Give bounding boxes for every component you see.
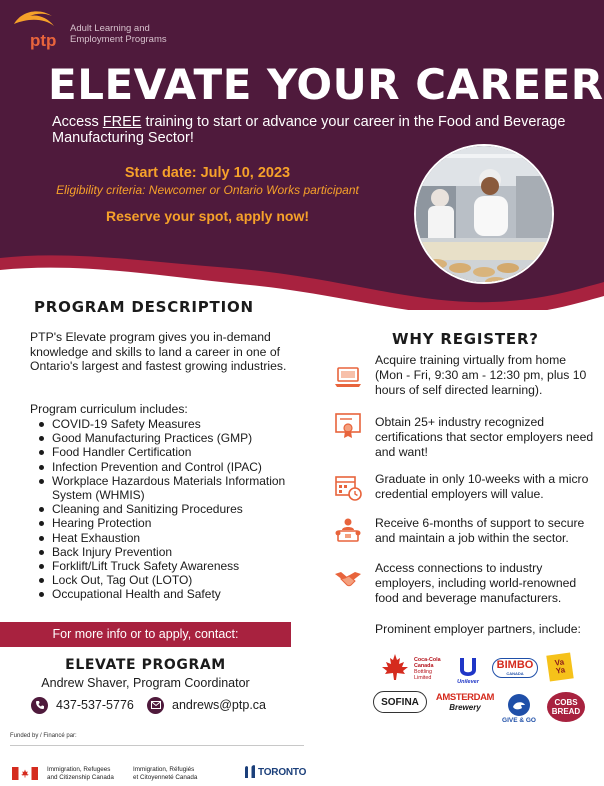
coca-cola-logo: Coca-Cola Canada Bottling Limited xyxy=(414,657,441,681)
curriculum-item: Lock Out, Tag Out (LOTO) xyxy=(36,573,296,587)
canada-flag-icon xyxy=(12,767,38,780)
free-emphasis: FREE xyxy=(102,114,142,130)
handshake-icon xyxy=(333,564,363,594)
cobs-bread-logo: COBS BREAD xyxy=(547,692,585,722)
funders-divider xyxy=(10,745,304,746)
coordinator-name: Andrew Shaver, Program Coordinator xyxy=(41,676,250,690)
ircc-french: Immigration, Réfugiés et Citoyenneté Canada xyxy=(133,766,198,781)
program-description: PTP's Elevate program gives you in-demand knowledge and skills to land a career in one of Ontario's largest and fastest growing industries. xyxy=(30,330,287,373)
curriculum-item: Cleaning and Sanitizing Procedures xyxy=(36,502,296,516)
bimbo-logo: BIMBO CANADA xyxy=(492,658,538,678)
curriculum-item: Forklift/Lift Truck Safety Awareness xyxy=(36,559,296,573)
curriculum-item: Infection Prevention and Control (IPAC) xyxy=(36,460,296,474)
why-register-heading: WHY REGISTER? xyxy=(392,330,539,348)
funded-by-label: Funded by / Financé par: xyxy=(10,733,77,739)
email-address[interactable]: andrews@ptp.ca xyxy=(172,698,266,712)
unilever-logo: Unilever xyxy=(452,654,484,688)
program-name: ELEVATE PROGRAM xyxy=(65,657,226,673)
support-team-icon xyxy=(333,516,363,546)
ircc-english: Immigration, Refugees and Citizenship Canada xyxy=(47,766,114,781)
reserve-spot-cta[interactable]: Reserve your spot, apply now! xyxy=(105,208,310,224)
city-hall-icon xyxy=(244,765,256,779)
ptp-logo xyxy=(8,8,68,50)
page-title: ELEVATE YOUR CAREER xyxy=(48,60,604,109)
benefit-text: Access connections to industry employers, including world-renowned food and beverage manufacturers. xyxy=(375,561,577,605)
curriculum-item: Hearing Protection xyxy=(36,516,296,530)
benefit-text: Obtain 25+ industry recognized certifications that sector employers need and want! xyxy=(375,415,594,459)
sofina-logo: SOFINA xyxy=(373,691,427,713)
certificate-icon xyxy=(333,410,363,440)
curriculum-item: COVID-19 Safety Measures xyxy=(36,417,296,431)
phone-number[interactable]: 437-537-5776 xyxy=(56,698,134,712)
contact-banner: For more info or to apply, contact: xyxy=(0,622,291,647)
partners-label: Prominent employer partners, include: xyxy=(375,622,581,636)
start-date: Start date: July 10, 2023 xyxy=(124,165,291,181)
svg-text:ptp: ptp xyxy=(30,31,57,50)
laptop-icon xyxy=(333,362,363,392)
program-description-heading: PROGRAM DESCRIPTION xyxy=(34,298,254,316)
eligibility-criteria: Eligibility criteria: Newcomer or Ontario Works participant xyxy=(56,183,359,197)
worker-photo xyxy=(414,144,554,284)
toronto-logo: TORONTO xyxy=(244,765,306,779)
curriculum-list xyxy=(36,417,296,602)
intro-text: Access FREE training to start or advance your career in the Food and Beverage Manufacturing Sector! xyxy=(52,114,566,146)
benefit-text: Receive 6-months of support to secure and maintain a job within the sector. xyxy=(375,516,585,545)
curriculum-item: Occupational Health and Safety xyxy=(36,587,296,601)
maple-leaf-logo xyxy=(378,652,412,682)
benefit-text: Graduate in only 10-weeks with a micro credential employers will value. xyxy=(375,472,589,501)
curriculum-item: Heat Exhaustion xyxy=(36,531,296,545)
vaya-logo: Va Ya xyxy=(546,652,573,681)
phone-contact[interactable] xyxy=(31,695,134,715)
give-and-go-logo: GIVE & GO xyxy=(496,690,542,726)
curriculum-item: Back Injury Prevention xyxy=(36,545,296,559)
logo-tagline: Adult Learning and Employment Programs xyxy=(70,23,167,45)
curriculum-item: Food Handler Certification xyxy=(36,445,296,459)
curriculum-item: Workplace Hazardous Materials Information System (WHMIS) xyxy=(36,474,296,502)
calendar-clock-icon xyxy=(333,472,363,502)
email-icon xyxy=(147,697,164,714)
email-contact[interactable] xyxy=(147,695,266,715)
curriculum-item: Good Manufacturing Practices (GMP) xyxy=(36,431,296,445)
curriculum-label: Program curriculum includes: xyxy=(30,402,188,416)
hero-banner xyxy=(0,0,604,310)
benefit-text: Acquire training virtually from home (Mon - Fri, 9:30 am - 12:30 pm, plus 10 hours of self directed learning). xyxy=(375,353,587,397)
phone-icon xyxy=(31,697,48,714)
amsterdam-brewery-logo: AMSTERDAM Brewery xyxy=(435,692,495,712)
